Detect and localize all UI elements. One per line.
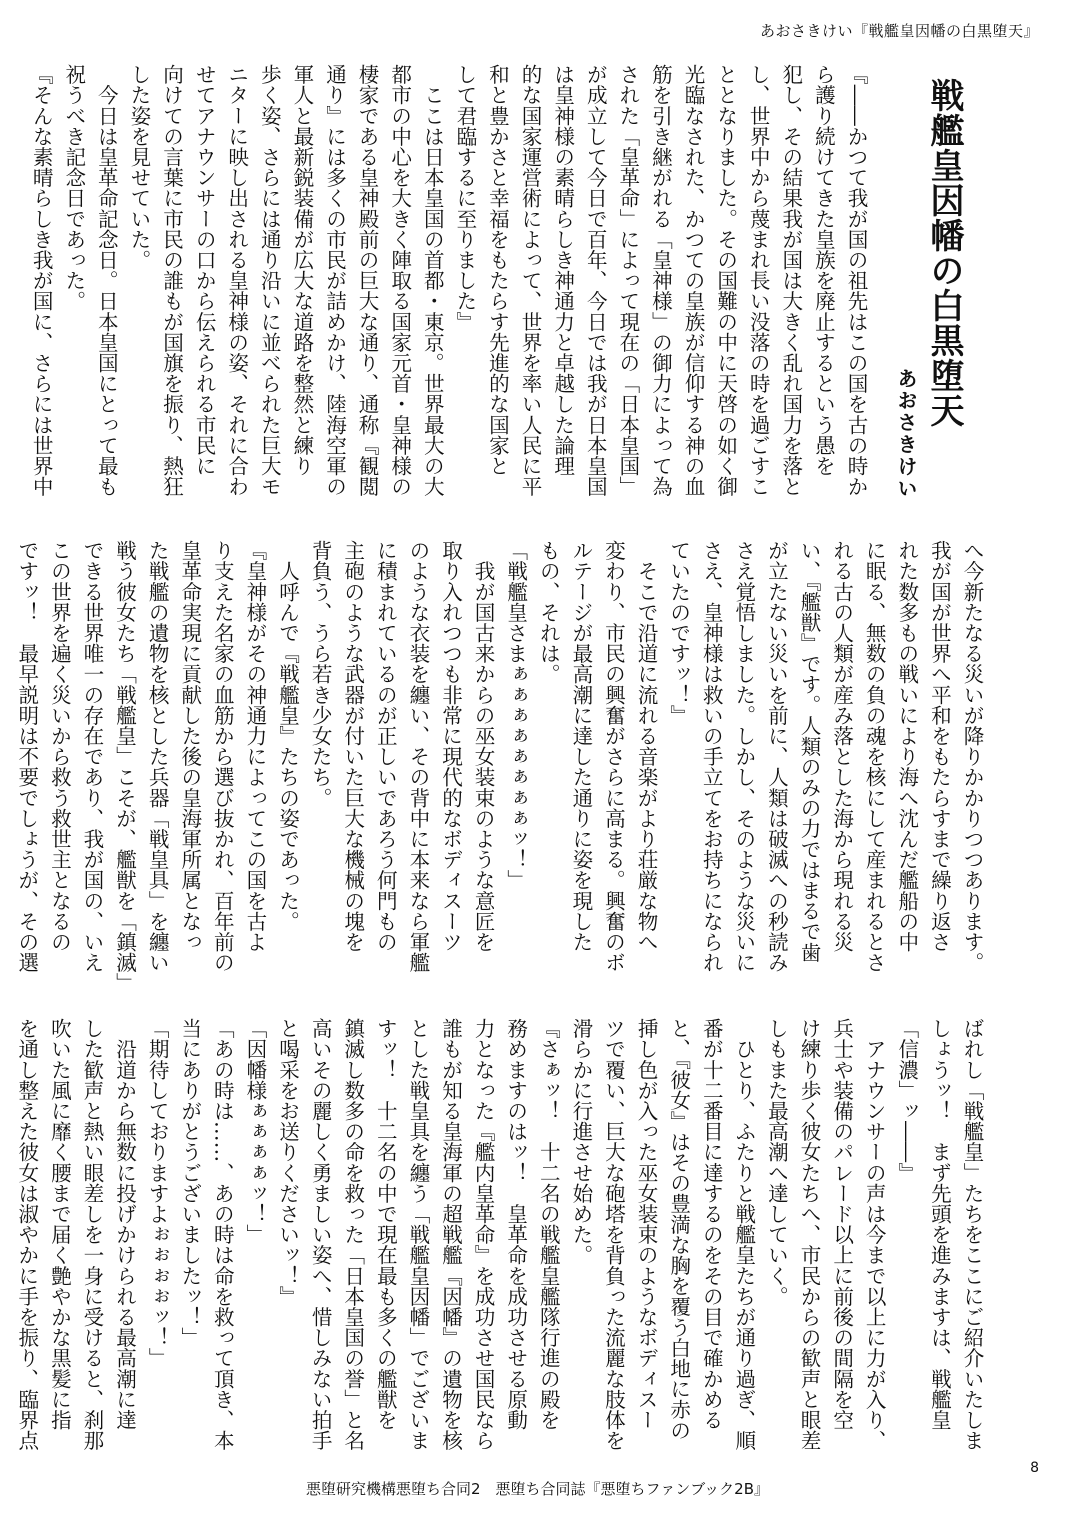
text-line: へ今新たなる災いが降りかかりつつあります。 (960, 540, 984, 973)
page-number: 8 (1030, 1460, 1039, 1476)
text-line: 務めますのはッ！ 皇革命を成功させる原動 (503, 1018, 528, 1430)
footer: 悪堕研究機構悪堕ち合同2 悪堕ち合同誌『悪堕ちファンブック2B』 (305, 1480, 770, 1498)
text-line: ツで覆い、巨大な砲塔を背負った流麗な肢体を (601, 1018, 626, 1451)
text-line: 鎮滅し数多の命を救った「日本皇国の誉」と名 (340, 1018, 365, 1451)
text-line: 通り』には多くの市民が詰めかけ、陸海空軍の (322, 64, 347, 497)
story-title: 戦艦皇因幡の白黒堕天 (924, 78, 964, 428)
text-line: しもまた最高潮へ達していく。 (764, 1018, 789, 1307)
text-line: 滑らかに行進させ始めた。 (568, 1018, 593, 1266)
text-line: ひとり、ふたりと戦艦皇たちが通り過ぎ、順 (731, 1018, 756, 1451)
text-line: 番が十二番目に達するのをその目で確かめる (699, 1018, 724, 1430)
text-line: 挿し色が入った巫女装束のようなボディスー (634, 1018, 659, 1430)
text-tier-bottom (14, 1018, 988, 1458)
text-line: ルテージが最高潮に達した通りに姿を現した (568, 540, 593, 952)
text-line: 背負う、うら若き少女たち。 (308, 540, 333, 808)
text-line: 棲家である皇神殿前の巨大な通り、通称『観閲 (355, 64, 380, 497)
text-line: した歓声と熱い眼差しを一身に受けると、刹那 (79, 1018, 104, 1451)
text-line: 筋を引き継がれる「皇神様」の御力によって為 (648, 64, 673, 497)
author-name: あおさきけい (894, 368, 918, 500)
text-line: 「信濃」ッ――』 (894, 1018, 919, 1183)
text-line: い、『艦獣』です。人類のみの力ではまるで歯 (797, 540, 822, 963)
text-line: れる古の人類が産み落とした海から現れる災 (829, 540, 854, 952)
text-line: を通し整えた彼女は淑やかに手を振り、臨界点 (14, 1018, 39, 1451)
text-line: り支えた名家の血筋から選び抜かれ、百年前の (210, 540, 235, 973)
text-line: 取り入れつつも非常に現代的なボディスーツ (438, 540, 463, 952)
text-line: 戦う彼女たち「戦艦皇」こそが、艦獣を「鎮滅」 (112, 540, 137, 994)
text-line: と喝采をお送りくださいッ！』 (275, 1018, 300, 1307)
text-line: 『さぁッ！ 十二名の戦艦皇艦隊行進の殿を (536, 1018, 561, 1430)
text-line: 『そんな素晴らしき我が国に、さらには世界中 (29, 64, 54, 497)
text-line: 今日は皇革命記念日。日本皇国にとって最も (94, 64, 119, 497)
text-line: 兵士や装備のパレード以上に前後の間隔を空 (829, 1018, 854, 1430)
text-line: アナウンサーの声は今まで以上に力が入り、 (862, 1018, 887, 1451)
text-line: 軍人と最新鋭装備が広大な道路を整然と練り (289, 64, 314, 476)
text-line: と、『彼女』はその豊満な胸を覆う白地に赤の (666, 1018, 691, 1441)
text-line: 皇革命実現に貢献した後の皇海軍所属となっ (177, 540, 202, 952)
text-line: 吹いた風に靡く腰まで届く艶やかな黒髪に指 (47, 1018, 72, 1430)
text-line: 「因幡様ぁぁぁぁッ！」 (242, 1018, 267, 1245)
text-tier-middle (14, 540, 988, 994)
text-line: 和と豊かさと幸福をもたらす先進的な国家と (485, 64, 510, 476)
text-line: 『皇神様がその神通力によってこの国を古よ (242, 540, 267, 952)
text-line: 高いその麗しく勇ましい姿へ、惜しみない拍手 (308, 1018, 333, 1451)
text-line: が成立して今日で百年、今日では我が日本皇国 (583, 64, 608, 497)
text-line: 犯し、その結果我が国は大きく乱れ国力を落と (778, 64, 803, 497)
text-line: は皇神様の素晴らしき神通力と卓越した論理 (550, 64, 575, 476)
text-line: 沿道から無数に投げかけられる最高潮に達 (112, 1018, 137, 1430)
text-line: た戦艦の遺物を核とした兵器「戦皇具」を纏い (145, 540, 170, 973)
text-line: れた数多もの戦いにより海へ沈んだ艦船の中 (894, 540, 919, 952)
text-line: 誰もが知る皇海軍の超戦艦『因幡』の遺物を核 (438, 1018, 463, 1451)
text-line: に眠る、無数の負の魂を核にして産まれるとさ (862, 540, 887, 973)
text-line: すッ！ 十二名の中で現在最も多くの艦獣を (373, 1018, 398, 1430)
text-line: 主砲のような武器が付いた巨大な機械の塊を (340, 540, 365, 952)
text-line: 都市の中心を大きく陣取る国家元首・皇神様の (387, 64, 412, 497)
text-line: 力となった『艦内皇革命』を成功させ国民なら (471, 1018, 496, 1451)
text-line: のような衣装を纏い、その背中に本来なら軍艦 (405, 540, 430, 973)
text-line: ととなりました。その国難の中に天啓の如く御 (713, 64, 738, 497)
text-line: ですッ！ 最早説明は不要でしょうが、その選 (14, 540, 39, 973)
text-line: さえ、皇神様は救いの手立てをお持ちになられ (699, 540, 724, 973)
text-line: ニターに映し出される皇神様の姿、それに合わ (224, 64, 249, 497)
text-line: そこで沿道に流れる音楽がより荘厳な物へ (634, 540, 659, 952)
text-line: 「戦艦皇さまぁぁぁぁぁぁぁぁッ！」 (503, 540, 528, 891)
text-line: 変わり、市民の興奮がさらに高まる。興奮のボ (601, 540, 626, 973)
running-head: あおさきけい『戦艦皇因幡の白黒堕天』 (759, 22, 1039, 40)
text-line: とした戦皇具を纏う「戦艦皇因幡」でございま (405, 1018, 430, 1451)
text-line: しょうッ！ まず先頭を進みますは、戦艦皇 (927, 1018, 952, 1430)
text-line: ここは日本皇国の首都・東京。世界最大の大 (420, 64, 445, 497)
text-line: された「皇革命」によって現在の「日本皇国」 (615, 64, 640, 497)
text-line: ばれし「戦艦皇」たちをここにご紹介いたしま (960, 1018, 984, 1451)
text-line: に積まれているのが正しいであろう何門もの (373, 540, 398, 952)
text-line: 我が国が世界へ平和をもたらすまで繰り返さ (927, 540, 952, 952)
text-line: できる世界唯一の存在であり、我が国の、いえ (79, 540, 104, 973)
text-line: もの、それは。 (536, 540, 561, 685)
text-line: し、世界中から蔑まれ長い没落の時を過ごすこ (746, 64, 771, 497)
text-line: 光臨なされた、かつての皇族が信仰する神の血 (681, 64, 706, 497)
text-line: け練り歩く彼女たちへ、市民からの歓声と眼差 (797, 1018, 822, 1451)
text-line: 向けての言葉に市民の誰もが国旗を振り、熱狂 (159, 64, 184, 497)
text-line: ら護り続けてきた皇族を廃止するという愚を (811, 64, 836, 476)
text-line: 的な国家運営術によって、世界を率い人民に平 (518, 64, 543, 497)
text-line: この世界を遍く災いから救う救世主となるの (47, 540, 72, 952)
text-line: が立たない災いを前に、人類は破滅への秒読み (764, 540, 789, 973)
text-line: 我が国古来からの巫女装束のような意匠を (471, 540, 496, 952)
text-line: 『――かつて我が国の祖先はこの国を古の時か (844, 64, 868, 497)
text-line: 人呼んで『戦艦皇』たちの姿であった。 (275, 540, 300, 932)
text-line: 祝うべき記念日であった。 (61, 64, 86, 312)
text-line: 歩く姿、さらには通り沿いに並べられた巨大モ (257, 64, 282, 497)
text-line: した姿を見せていた。 (126, 64, 151, 270)
text-line: せてアナウンサーの口から伝えられる市民に (192, 64, 217, 476)
text-line: 「期待しておりますよぉぉぉぉッ！」 (145, 1018, 170, 1369)
text-line: 当にありがとうございましたッ！」 (177, 1018, 202, 1348)
text-line: 「あの時は……、あの時は命を救って頂き、本 (210, 1018, 235, 1451)
text-line: ていたのですッ！』 (666, 540, 691, 726)
text-line: して君臨するに至りました』 (452, 64, 477, 332)
text-tier-top (29, 64, 872, 500)
text-line: さえ覚悟しました。しかし、そのような災いに (731, 540, 756, 973)
